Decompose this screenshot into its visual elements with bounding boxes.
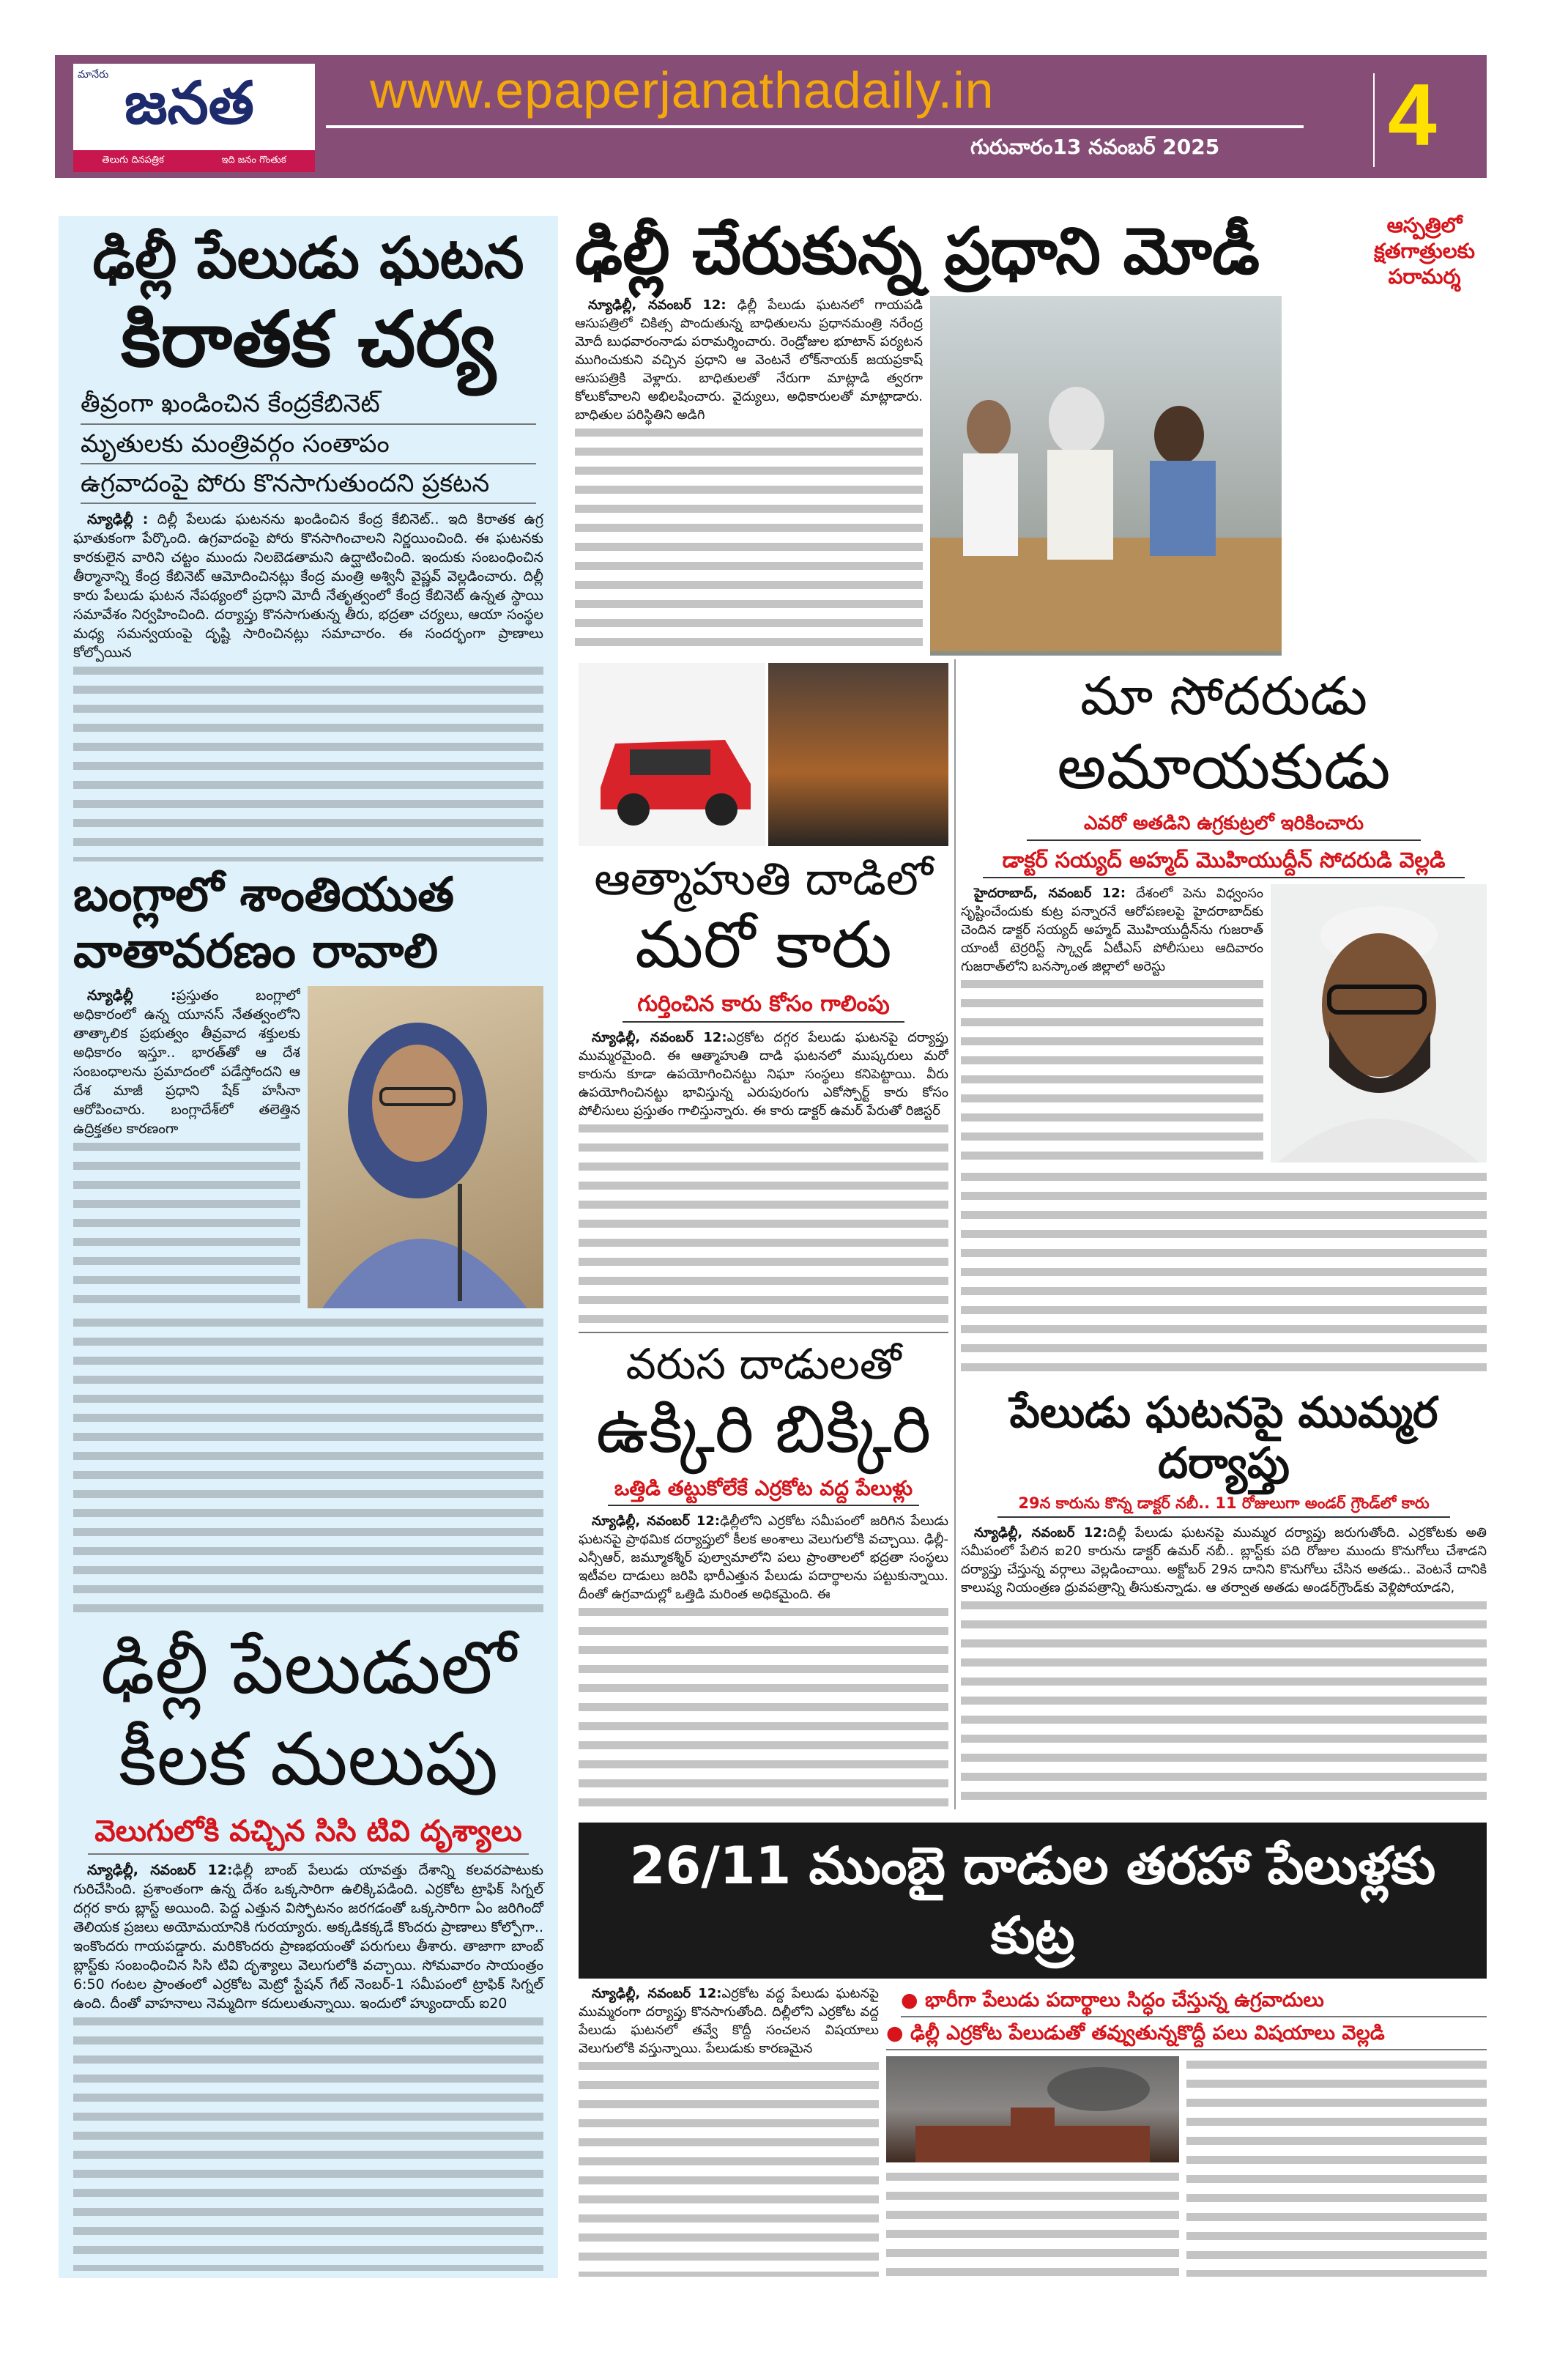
dateline: న్యూఢిల్లీ : [87, 511, 149, 527]
bullet-text: ఢిల్లీ ఎర్రకోట పేలుడుతో తవ్వుతున్నకొద్దీ పలు విషయాలు వెల్లడి [910, 2022, 1385, 2045]
article-text: ఢిల్లీ పేలుడు ఘటనలో గాయపడి ఆసుపత్రిలో చికిత్స పొందుతున్న బాధితులను ప్రధానమంత్రి నరేంద్ర మోదీ బుధవారంనాడు పరామర్శించారు. రెండ్రోజుల భూటాన్ పర్యటన ముగించుకుని వచ్చిన ప్రధాని ఆ వెంటనే లోక్‌నాయక్ జయప్రకాష్ ఆసుపత్రికి వెళ్లారు. బాధితులతో నేరుగా మాట్లాడి త్వరగా కోలుకోవాలని అభిలషించారు. వైద్యులు, అధికారులతో మాట్లాడారు. బాధితుల పరిస్థితిని అడిగి [575, 297, 923, 423]
page-number: 4 [1388, 66, 1437, 164]
subheadline: ఎవరో అతడిని ఉగ్రకుట్రలో ఇరికించారు [1027, 809, 1421, 841]
headline: బంగ్లాలో శాంతియుత వాతావరణం రావాలి [73, 868, 455, 979]
article-body [961, 884, 1263, 976]
masthead [55, 55, 1487, 178]
website-url[interactable]: www.epaperjanathadaily.in [370, 62, 995, 119]
text-continuation [575, 424, 923, 656]
dateline: న్యూఢిల్లీ, నవంబర్ 12: [592, 1513, 721, 1529]
article-column [73, 986, 300, 1308]
headline-line: అమాయకుడు [1057, 731, 1391, 803]
article-row [961, 884, 1487, 1163]
headline [73, 1622, 543, 1805]
article-text: ఎర్రకోట వద్ద పేలుడు ఘటనపై ముమ్మరంగా దర్యాప్తు కొనసాగుతోంది. దిల్లీలోని ఎర్రకోట వద్ద పేలుడు ఘటనలో తవ్వే కొద్దీ సంచలన విషయాలు వెలుగులోకి వస్తున్నాయి. పేలుడుకు కారణమైన [579, 1986, 879, 2056]
article-text: ఢిల్లీ బాంబ్ పేలుడు యావత్తు దేశాన్ని కలవరపాటుకు గురిచేసింది. ప్రశాంతంగా ఉన్న దేశం ఒక్కసారిగా ఉలిక్కిపడింది. ఎర్రకోట ట్రాఫిక్ సిగ్నల్ దగ్గర కారు బ్లాస్ట్ అయింది. పెద్ద ఎత్తున విస్ఫోటనం జరగడంతో ఒక్కసారిగా ఏం జరిగిందో తెలియక ప్రజలు అయోమయానికి గురయ్యారు. అక్కడికక్కడే కొందరు ప్రాణాలు కోల్పోగా.. ఇంకొందరు గాయపడ్డారు. మరికొందరు ప్రాణభయంతో పరుగులు తీశారు. తాజాగా బాంబ్ బ్లాస్ట్‌కు సంబంధించిన సిసి టివి దృశ్యాలు వెలుగులోకి వచ్చాయి. సోమవారం సాయంత్రం 6:50 గంటల ప్రాంతంలో ఎర్రకోట మెట్రో స్టేషన్ గేట్ నెంబర్-1 సమీపంలో ట్రాఫిక్ సిగ్నల్ ఉంది. దీంతో వాహనాలు నెమ్మదిగా కదులుతున్నాయి. ఇందులో హ్యుందాయ్ ఐ20 [73, 1861, 543, 2012]
side-headline: ఆస్పత్రిలో క్షతగాత్రులకు పరామర్శ [1374, 213, 1475, 289]
mumbai-content [579, 1984, 1487, 2277]
mumbai-lower [886, 2056, 1487, 2277]
article-body [579, 1984, 879, 2058]
red-fort-illustration [886, 2056, 1179, 2162]
logo-tag-right: ఇది జనం గొంతుక [221, 155, 286, 166]
modi-content [575, 296, 1487, 656]
article-body [575, 296, 923, 424]
issue-date: గురువారం13 నవంబర్ 2025 [970, 135, 1220, 159]
headline-line: ఆత్మాహుతి దాడిలో [594, 852, 933, 905]
modi-header [575, 212, 1487, 290]
headline-line: మరో కారు [635, 907, 892, 983]
text-continuation [73, 2013, 543, 2271]
headline: పేలుడు ఘటనపై ముమ్మర దర్యాప్తు [1009, 1387, 1438, 1489]
blast-site-photo [768, 663, 948, 846]
subheadline: ఒత్తిడి తట్టుకోలేకే ఎర్రకోట వద్ద పేలుళ్లు [608, 1472, 919, 1506]
bullet-item: ● ఢిల్లీ ఎర్రకోట పేలుడుతో తవ్వుతున్నకొద్దీ పలు విషయాలు వెల్లడి [886, 2017, 1487, 2050]
portrait-illustration [308, 986, 543, 1308]
article-column [961, 884, 1263, 1163]
article-text: ఢిల్లీలోని ఎర్రకోట సమీపంలో జరిగిన పేలుడు ఘటనపై ప్రాథమిక దర్యాప్తులో కీలక అంశాలు వెలుగులోకి వచ్చాయి. ఢిల్లీ-ఎన్సీఆర్, జమ్మూకశ్మీర్ పుల్వామాలోని పలు ప్రాంతాలలో భద్రతా సంస్థలు ఇటీవల దాడులు జరిపి భారీఎత్తున పేలుడు పదార్థాలను పట్టుకున్నాయి. దీంతో ఉగ్రవాదుల్లో ఒత్తిడి మరింత అధికమైంది. ఈ [579, 1513, 948, 1602]
article-body [73, 510, 543, 662]
article-text: దిల్లీ పేలుడు ఘటనను ఖండించిన కేంద్ర కేబినెట్.. ఇది కిరాతక ఉగ్ర ఘాతుకంగా పేర్కొంది. ఉగ్రవాదంపై పోరు కొనసాగించాలని నిర్ణయించింది. ఈ ఘటనకు కారకులైన వారిని చట్టం ముందు నిలబెడతామని ఉద్ఘాటించింది. ఇందుకు సంబంధించిన తీర్మానాన్ని కేంద్ర కేబినెట్ ఆమోదించినట్లు కేంద్ర మంత్రి అశ్వినీ వైష్ణవ్ వెల్లడించారు. దిల్లీ కారు పేలుడు ఘటన నేపథ్యంలో ప్రధాని మోదీ నేతృత్వంలో కేంద్ర కేబినెట్ ఉన్నత స్థాయి సమావేశం నిర్వహించింది. దర్యాప్తు కొనసాగుతున్న తీరు, భద్రతా చర్యలు, ఆయా సంస్థల మధ్య సమన్వయంపై దృష్టి సారించినట్లు సమాచారం. ఈ సందర్భంగా ప్రాణాలు కోల్పోయిన [73, 511, 543, 661]
photo-column [886, 2056, 1179, 2277]
bullet-text: భారీగా పేలుడు పదార్థాలు సిద్ధం చేస్తున్న ఉగ్రవాదులు [924, 1989, 1324, 2012]
middle-column [579, 663, 948, 1809]
dateline: హైదరాబాద్, నవంబర్ 12: [974, 886, 1126, 902]
headline-line: కీలక మలుపు [118, 1716, 499, 1802]
subheadlines [73, 385, 543, 504]
dateline: న్యూఢిల్లీ, నవంబర్ 12: [592, 1029, 727, 1045]
subheadline: తీవ్రంగా ఖండించిన కేంద్రకేబినెట్ [81, 385, 536, 424]
red-car-photo [579, 663, 765, 846]
right-column [961, 663, 1487, 1809]
text-continuation [73, 662, 543, 861]
text-continuation [886, 2168, 1179, 2277]
column-divider [954, 659, 956, 1809]
dateline: న్యూఢిల్లీ : [87, 987, 176, 1004]
bullet-item: ● భారీగా పేలుడు పదార్థాలు సిద్ధం చేస్తున్న ఉగ్రవాదులు [901, 1984, 1487, 2017]
article-column [575, 296, 923, 656]
text-continuation [579, 2058, 879, 2277]
dateline: న్యూఢిల్లీ, నవంబర్ 12: [974, 1524, 1108, 1541]
mumbai-story [579, 1823, 1487, 2277]
subheadline: వెలుగులోకి వచ్చిన సిసి టివి దృశ్యాలు [88, 1809, 529, 1855]
article-body [579, 1028, 948, 1120]
banner-headline: 26/11 ముంబై దాడుల తరహా పేలుళ్లకు కుట్ర [579, 1823, 1487, 1979]
modi-story [575, 212, 1487, 656]
subheadline: డాక్టర్ సయ్యద్ అహ్మద్ మొహియుద్దీన్ సోదరుడి వెల్లడి [983, 844, 1465, 879]
headline: కిరాతక చర్య [121, 294, 496, 384]
text-continuation [579, 1604, 948, 1809]
mumbai-right [886, 1984, 1487, 2277]
text-continuation [73, 1138, 300, 1308]
headline: ఢిల్లీ చేరుకున్న ప్రధాని మోడీ [575, 213, 1260, 289]
car-photos [579, 663, 948, 846]
left-column [59, 216, 558, 2278]
text-continuation [961, 1597, 1487, 1809]
car-illustration [579, 663, 765, 846]
dateline: న్యూఢిల్లీ, నవంబర్ 12: [592, 1986, 722, 2001]
text-continuation [73, 1314, 543, 1616]
headline [579, 852, 948, 984]
hospital-illustration [930, 296, 1282, 651]
newspaper-logo [73, 64, 315, 172]
red-fort-photo [886, 2056, 1179, 2162]
portrait-illustration [1271, 884, 1487, 1163]
text-continuation [579, 1120, 948, 1326]
article-body [961, 1524, 1487, 1597]
divider [326, 125, 1304, 128]
article-body [73, 986, 300, 1138]
article-body [73, 1861, 543, 2013]
modi-hospital-photo [930, 296, 1282, 656]
article-text: దిల్లీ పేలుడు ఘటనపై ముమ్మర దర్యాప్తు జరుగుతోంది. ఎర్రకోటకు అతి సమీపంలో పేలిన ఐ20 కారును డాక్టర్ ఉమర్ నబీ.. బ్లాస్ట్‌కు పది రోజుల ముందు కొనుగోలు చేశాడని దర్యాప్తు చేస్తున్న వర్గాలు వెల్లడించాయి. అక్టోబర్ 29న దానిని కొనుగోలు చేసిన అతడు.. వెంటనే దానికి కాలుష్య నియంత్రణ ధ్రువపత్రాన్ని తీసుకున్నాడు. ఆ తర్వాత అతడు అండర్‌గ్రౌండ్‌కు వెళ్లిపోయాడని, [961, 1524, 1487, 1595]
headline-line: వరుస దాడులతో [625, 1339, 902, 1389]
text-continuation [961, 1168, 1487, 1381]
logo-tagline [73, 150, 315, 172]
headline [961, 663, 1487, 806]
headline-line: ఢిల్లీ పేలుడులో [100, 1624, 516, 1710]
article-body [579, 1512, 948, 1604]
article-text: దేశంలో పెను విధ్వంసం సృష్టించేందుకు కుట్ర పన్నారనే ఆరోపణలపై హైదరాబాద్‌కు చెందిన డాక్టర్ సయ్యద్ అహ్మద్ మొహియుద్దీన్‌ను గుజరాత్ యాంటీ టెర్రరిస్ట్ స్క్వాడ్ ఏటీఎస్ పోలీసులు ఆదివారం గుజరాత్‌లోని బనస్కాంత జిల్లాలో అరెస్టు [961, 886, 1263, 975]
logo-tag-left: తెలుగు దినపత్రిక [102, 155, 164, 166]
article-text: ఎర్రకోట దగ్గర పేలుడు ఘటనపై దర్యాప్తు ముమ్మరమైంది. ఈ ఆత్మాహుతి దాడి ఘటనలో ముష్కరులు మరో కారును కూడా ఉపయోగించినట్టు నిఘా సంస్థలు కనిపెట్టాయి. వీరు ఉపయోగించినట్టు భావిస్తున్న ఎరుపురంగు ఎకోస్పోర్ట్ కారు కోసం పోలీసులు ప్రస్తుతం గాలిస్తున్నారు. ఈ కారు డాక్టర్ ఉమర్ పేరుతో రిజిస్టర్ [579, 1029, 948, 1119]
dateline: న్యూఢిల్లీ, నవంబర్ 12: [588, 297, 727, 313]
mohiuddin-photo [1271, 884, 1487, 1163]
divider [579, 1332, 948, 1333]
subheadline: గుర్తించిన కారు కోసం గాలింపు [623, 987, 904, 1023]
headline-line: మా సోదరుడు [1080, 665, 1368, 727]
headline [579, 1339, 948, 1469]
logo-name: జనత [125, 69, 254, 137]
article-text: ప్రస్తుతం బంగ్లాలో అధికారంలో ఉన్న యూనస్ నేతత్వంలోని తాత్కాలిక ప్రభుత్వం తీవ్రవాద శక్తులకు అధికారం ఇస్తూ.. భారత్‌తో ఆ దేశ సంబంధాలను ప్రమాదంలో పడేస్తోందని ఆ దేశ మాజీ ప్రధాని షేక్ హసీనా ఆరోపించారు. బంగ్లాదేశ్‌లో తలెత్తిన ఉద్రిక్తతల కారణంగా [73, 987, 300, 1137]
subheadline: 29న కారును కొన్న డాక్టర్ నబీ.. 11 రోజులుగా అండర్ గ్రౌండ్‌లో కారు [997, 1491, 1450, 1518]
sheikh-hasina-photo [308, 986, 543, 1308]
photo-stack [1289, 296, 1487, 656]
divider [1373, 73, 1375, 167]
headline: ఢిల్లీ పేలుడు ఘటన [92, 226, 524, 292]
subheadline: ఉగ్రవాదంపై పోరు కొనసాగుతుందని ప్రకటన [81, 464, 536, 504]
text-continuation [961, 976, 1263, 1163]
subheadline: మృతులకు మంత్రివర్గం సంతాపం [81, 425, 536, 464]
headline-line: ఉక్కిరి బిక్కిరి [595, 1390, 932, 1468]
dateline: న్యూఢిల్లీ, నవంబర్ 12: [87, 1861, 233, 1878]
article-column [579, 1984, 879, 2277]
bullet-subheadlines [886, 1984, 1487, 2050]
text-continuation [1186, 2056, 1487, 2277]
logo-prefix: మానేరు [78, 69, 109, 81]
article-row [73, 986, 543, 1308]
